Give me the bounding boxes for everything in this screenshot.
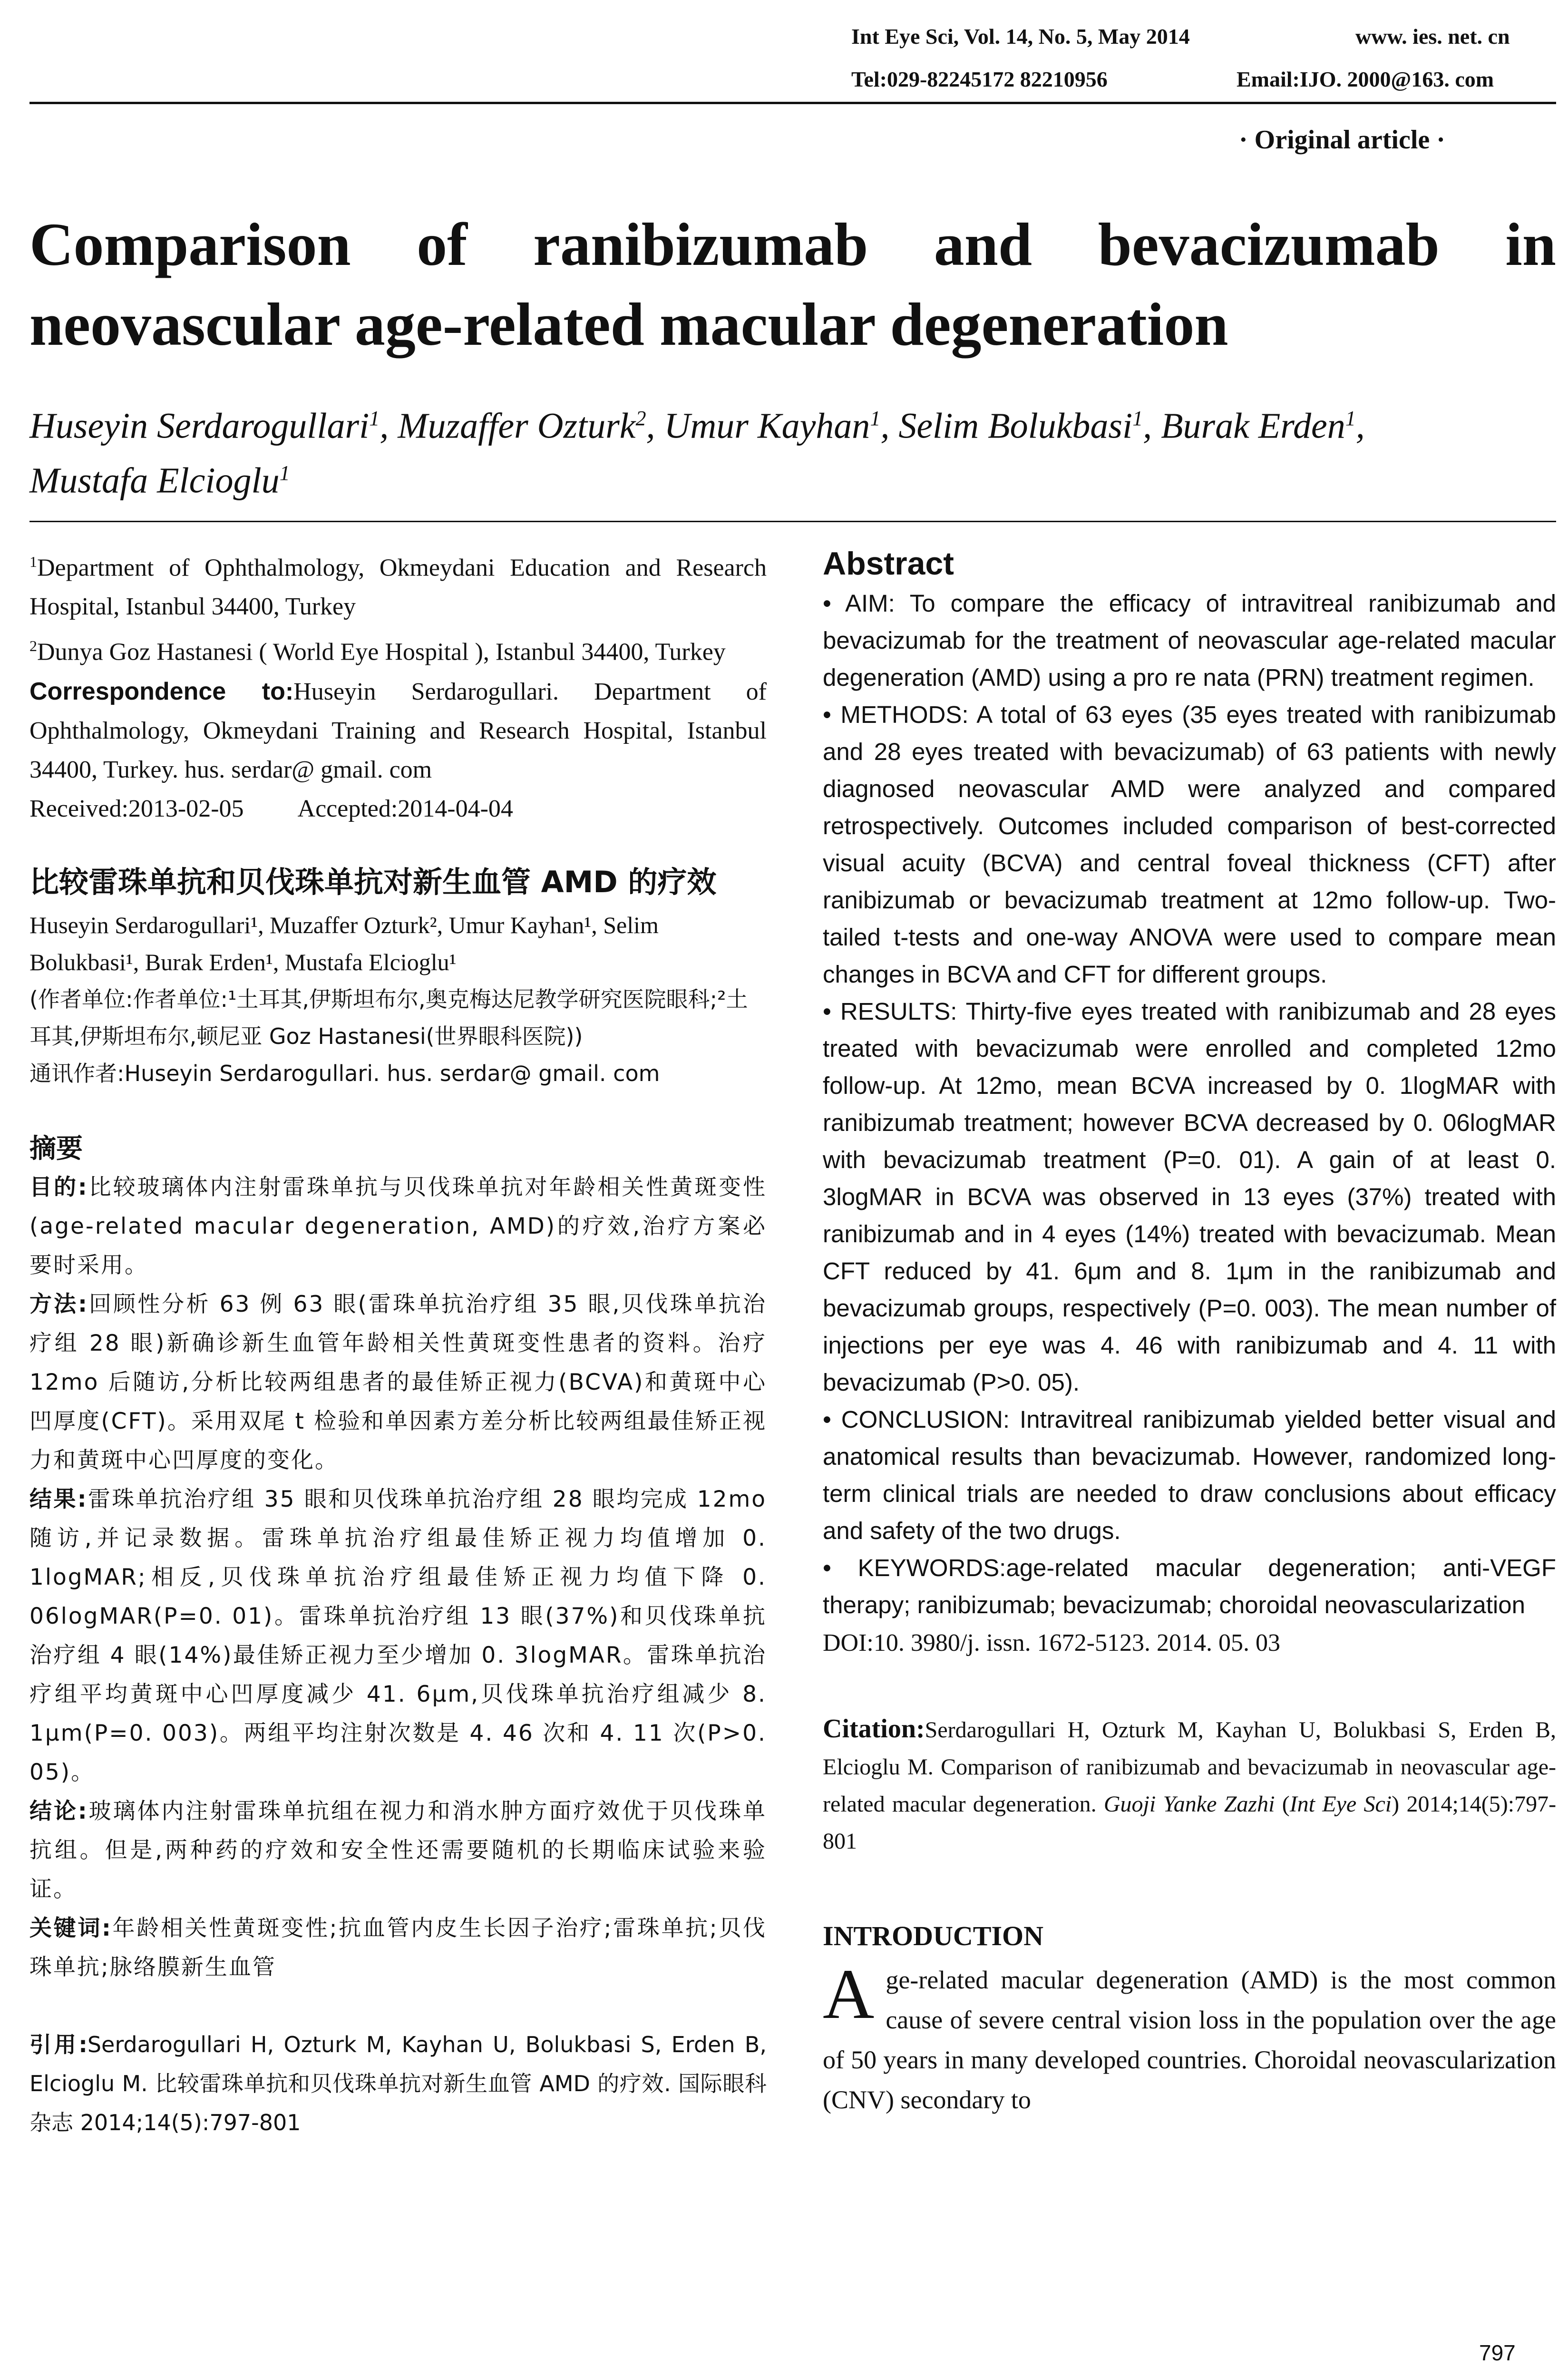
cn-affiliation: (作者单位:作者单位:¹土耳其,伊斯坦布尔,奥克梅达尼教学研究医院眼科;²土耳其,伊斯坦布尔,顿尼亚 Goz Hastanesi(世界眼科医院)) xyxy=(29,986,748,1049)
running-header xyxy=(851,24,1510,49)
author: Burak Erden xyxy=(1161,406,1345,446)
citation-text: Serdarogullari H, Ozturk M, Kayhan U, Bolukbasi S, Erden B, Elcioglu M. Comparison of ranibizumab and bevacizumab in neovascular age-related macular degeneration. xyxy=(823,1717,1556,1817)
abstract-conclusion-label: • CONCLUSION: xyxy=(823,1406,1010,1433)
correspondence xyxy=(29,672,767,789)
affiliation-1 xyxy=(29,542,767,626)
contact-header xyxy=(851,67,1494,92)
title-word: of xyxy=(417,211,467,278)
author: Muzaffer Ozturk xyxy=(398,406,636,446)
title-word: Comparison xyxy=(29,211,351,278)
cn-abstract-heading: 摘要 xyxy=(29,1133,83,1164)
cn-results-text: 雷珠单抗治疗组 35 眼和贝伐珠单抗治疗组 28 眼均完成 12mo 随访,并记录数据。雷珠单抗治疗组最佳矫正视力均值增加 0. 1logMAR;相反,贝伐珠单抗治疗组最佳矫正视力均值下降 0. 06logMAR(P=0. 01)。雷珠单抗治疗组 13 眼(37%)和贝伐珠单抗治疗组 4 眼(14%)最佳矫正视力至少增加 0. 3logMAR。雷珠单抗治疗组平均黄斑中心凹厚度减少 41. 6μm,贝伐珠单抗治疗组减少 8. 1μm(P=0. 003)。两组平均注射次数是 4. 46 次和 4. 11 次(P>0. 05)。 xyxy=(29,1486,767,1785)
abstract-conclusion xyxy=(823,1401,1556,1549)
intro-body: ge-related macular degeneration (AMD) is the most common cause of severe central vision loss in the population over the age of 50 years in many developed countries. Choroidal neovascularization (CNV) secondary to xyxy=(823,1966,1556,2114)
abstract-keywords-text: age-related macular degeneration; anti-VEGF therapy; ranibizumab; bevacizumab; choroidal neovascularization xyxy=(823,1554,1557,1618)
affiliation-2 xyxy=(29,626,767,672)
author-affil-mark: 1 xyxy=(1132,407,1143,430)
citation-journal-abbr: Int Eye Sci xyxy=(1289,1792,1392,1817)
author: Huseyin Serdarogullari xyxy=(29,406,370,446)
cn-methods-text: 回顾性分析 63 例 63 眼(雷珠单抗治疗组 35 眼,贝伐珠单抗治疗组 28 眼)新确诊新生血管年龄相关性黄斑变性患者的资料。治疗 12mo 后随访,分析比较两组患者的最佳矫正视力(BCVA)和黄斑中心凹厚度(CFT)。采用双尾 t 检验和单因素方差分析比较两组最佳矫正视力和黄斑中心凹厚度的变化。 xyxy=(29,1291,767,1473)
author-affil-mark: 1 xyxy=(369,407,380,430)
author-affil-mark: 1 xyxy=(870,407,881,430)
cn-conclusion xyxy=(29,1792,767,1909)
citation: Citation:Serdarogullari H, Ozturk M, Kayhan U, Bolukbasi S, Erden B, Elcioglu M. Comparison of ranibizumab and bevacizumab in neovascular age-related macular degeneration. Guoji Yanke Zazhi (Int Eye Sci) 2014;14(5):797-801 xyxy=(823,1714,1557,1854)
abstract-results-text: Thirty-five eyes treated with ranibizumab and 28 eyes treated with bevacizumab were enrolled and completed 12mo follow-up. At 12mo, mean BCVA increased by 0. 1logMAR with ranibizumab treatment; however BCVA decreased by 0. 06logMAR with bevacizumab treatment (P=0. 01). A gain of at least 0. 3logMAR in BCVA was observed in 13 eyes (37%) treated with ranibizumab and in 4 eyes (14%) treated with bevacizumab. Mean CFT reduced by 41. 6μm and 8. 1μm in the ranibizumab and bevacizumab groups, respectively (P=0. 003). The mean number of injections per eye was 4. 46 with ranibizumab and 4. 11 with bevacizumab (P>0. 05). xyxy=(823,998,1557,1396)
author-affil-mark: 1 xyxy=(1345,407,1356,430)
author-list: Huseyin Serdarogullari$^1$, Muzaffer Ozturk$^2$, Umur Kayhan$^1$, Selim Bolukbasi$^1$, Burak Erden$^1$, Mustafa Elcioglu$^1$ xyxy=(29,406,1365,501)
abstract-aim xyxy=(823,585,1556,696)
paper-title xyxy=(29,205,1556,364)
left-column xyxy=(29,542,767,2142)
cn-citation-label: 引用: xyxy=(29,2031,88,2057)
title-line-2: neovascular age-related macular degeneration xyxy=(29,291,1228,358)
abstract-conclusion-text: Intravitreal ranibizumab yielded better visual and anatomical results than bevacizumab. However, randomized long-term clinical trials are needed to draw conclusions about efficacy and safety of the two drugs. xyxy=(823,1406,1556,1544)
cn-authors: Huseyin Serdarogullari¹, Muzaffer Ozturk², Umur Kayhan¹, Selim Bolukbasi¹, Burak Erden¹, Mustafa Elcioglu¹ xyxy=(29,911,659,975)
cn-conclusion-label: 结论: xyxy=(29,1798,88,1824)
cn-results-label: 结果: xyxy=(29,1486,88,1512)
header-rule xyxy=(29,102,1556,104)
journal-tel: Tel:029-82245172 82210956 xyxy=(851,67,1108,91)
cn-keywords-text: 年龄相关性黄斑变性;抗血管内皮生长因子治疗;雷珠单抗;贝伐珠单抗;脉络膜新生血管 xyxy=(29,1915,767,1980)
cn-aim-label: 目的: xyxy=(29,1174,88,1200)
journal-website: www. ies. net. cn xyxy=(1355,24,1510,49)
journal-info: Int Eye Sci, Vol. 14, No. 5, May 2014 xyxy=(851,24,1190,49)
accepted-date: Accepted:2014-04-04 xyxy=(297,795,513,822)
author: Umur Kayhan xyxy=(664,406,870,446)
received-date: Received:2013-02-05 xyxy=(29,795,244,822)
affil-mark: 2 xyxy=(29,637,37,655)
author-affil-mark: 1 xyxy=(279,461,290,485)
correspondence-label: Correspondence to: xyxy=(29,677,294,705)
title-line-1 xyxy=(29,205,1556,284)
title-word: bevacizumab xyxy=(1098,211,1440,278)
doi: DOI:10. 3980/j. issn. 1672-5123. 2014. 05. 03 xyxy=(823,1629,1280,1656)
author: Mustafa Elcioglu xyxy=(29,460,280,501)
cn-methods xyxy=(29,1285,767,1480)
cn-aim xyxy=(29,1168,767,1285)
author-affil-mark: 2 xyxy=(635,407,646,430)
correspondence-text: Huseyin Serdarogullari. Department of Ophthalmology, Okmeydani Training and Research Hospital, Istanbul 34400, Turkey. hus. serdar@ gmail. com xyxy=(29,678,767,783)
author: Selim Bolukbasi xyxy=(898,406,1133,446)
dropcap: A xyxy=(823,1955,875,2034)
abstract-methods xyxy=(823,696,1556,993)
cn-aim-text: 比较玻璃体内注射雷珠单抗与贝伐珠单抗对年龄相关性黄斑变性(age-related macular degeneration, AMD)的疗效,治疗方案必要时采用。 xyxy=(29,1174,767,1278)
title-word: and xyxy=(934,211,1032,278)
title-word: ranibizumab xyxy=(533,211,868,278)
intro-text xyxy=(823,1955,1556,2120)
cn-methods-label: 方法: xyxy=(29,1291,88,1317)
affil-mark: 1 xyxy=(29,553,37,570)
author-rule xyxy=(29,521,1556,522)
abstract-aim-label: • AIM: xyxy=(823,590,895,617)
cn-keywords xyxy=(29,1909,767,1987)
citation-journal: Guoji Yanke Zazhi xyxy=(1103,1792,1275,1817)
title-word: in xyxy=(1505,211,1556,278)
dates xyxy=(29,789,767,828)
abstract-results xyxy=(823,993,1556,1401)
abstract-methods-text: A total of 63 eyes (35 eyes treated with ranibizumab and 28 eyes treated with bevacizumab) of 63 patients with newly diagnosed neovascular AMD were analyzed and compared retrospectively. Outcomes included comparison of best-corrected visual acuity (BCVA) and central foveal thickness (CFT) after ranibizumab or bevacizumab treatment at 12mo follow-up. Two-tailed t-tests and one-way ANOVA were used to compare mean changes in BCVA and CFT for different groups. xyxy=(823,701,1556,988)
cn-results xyxy=(29,1480,767,1792)
abstract-keywords xyxy=(823,1549,1556,1624)
abstract-methods-label: • METHODS: xyxy=(823,701,969,728)
abstract-results-label: • RESULTS: xyxy=(823,998,957,1025)
cn-citation-text: Serdarogullari H, Ozturk M, Kayhan U, Bolukbasi S, Erden B, Elcioglu M. 比较雷珠单抗和贝伐珠单抗对新生血管 AMD 的疗效. 国际眼科杂志 2014;14(5):797-801 xyxy=(29,2031,767,2135)
journal-email: Email:IJO. 2000@163. com xyxy=(1237,67,1494,91)
abstract-keywords-label: • KEYWORDS: xyxy=(823,1554,1006,1581)
page-number: 797 xyxy=(1479,2340,1516,2365)
abstract-aim-text: To compare the efficacy of intravitreal ranibizumab and bevacizumab for the treatment of neovascular age-related macular degeneration (AMD) using a pro re nata (PRN) treatment regimen. xyxy=(823,590,1556,691)
cn-correspondence: 通讯作者:Huseyin Serdarogullari. hus. serdar@ gmail. com xyxy=(29,1060,660,1086)
article-type: · Original article · xyxy=(1239,125,1445,155)
affil-text: Dunya Goz Hastanesi ( World Eye Hospital ), Istanbul 34400, Turkey xyxy=(37,638,726,666)
citation-tail: 2014;14(5):797-801 xyxy=(823,1792,1557,1854)
intro-heading: INTRODUCTION xyxy=(823,1920,1044,1951)
cn-keywords-label: 关键词: xyxy=(29,1915,112,1941)
abstract-heading: Abstract xyxy=(823,546,954,582)
citation-label: Citation: xyxy=(823,1714,925,1744)
cn-citation xyxy=(29,2025,767,2142)
right-column xyxy=(823,542,1556,2120)
cn-conclusion-text: 玻璃体内注射雷珠单抗组在视力和消水肿方面疗效优于贝伐珠单抗组。但是,两种药的疗效和安全性还需要随机的长期临床试验来验证。 xyxy=(29,1798,767,1902)
cn-title: 比较雷珠单抗和贝伐珠单抗对新生血管 AMD 的疗效 xyxy=(29,864,717,899)
affil-text: Department of Ophthalmology, Okmeydani Education and Research Hospital, Istanbul 34400, Turkey xyxy=(29,554,767,621)
